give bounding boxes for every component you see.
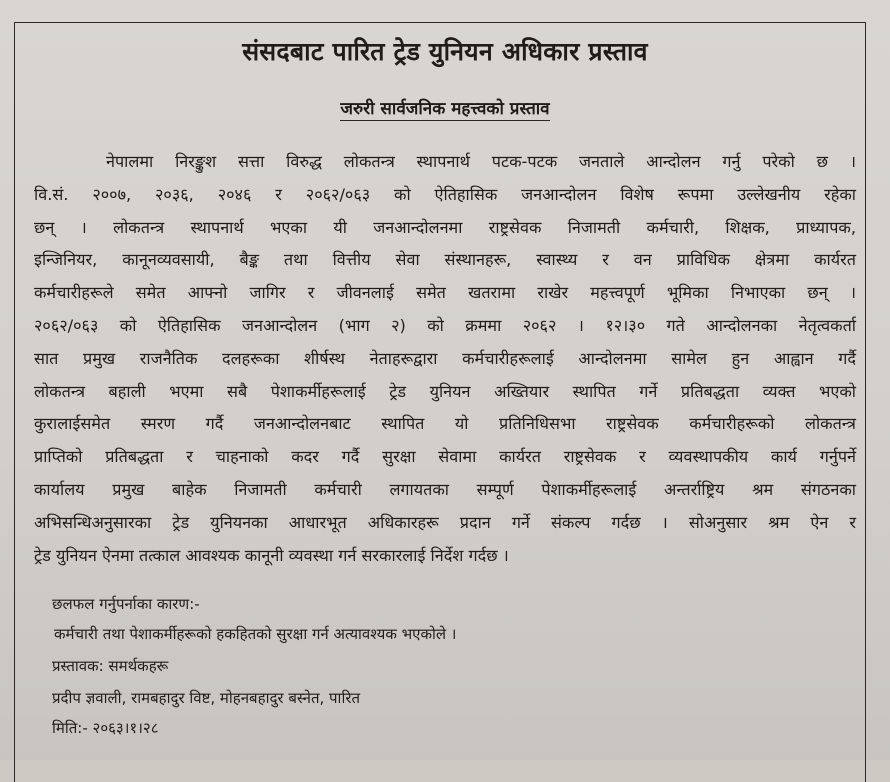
body-line: अभिसन्धिअनुसारका ट्रेड युनियनका आधारभूत अधिकारहरू प्रदान गर्ने संकल्प गर्दछ । सोअनुसार श्रम ऐन र [34,512,856,532]
body-line: कुरालाईसमेत स्मरण गर्दै जनआन्दोलनबाट स्थापित यो प्रतिनिधिसभा राष्ट्रसेवक कर्मचारीहरूको लोकतन्त्र [34,414,856,434]
body-line: वि.सं. २००७, २०३६, २०४६ र २०६२/०६३ को ऐतिहासिक जनआन्दोलन विशेष रूपमा उल्लेखनीय रहेका [34,184,856,204]
subtitle-container [0,96,890,121]
body-line: ट्रेड युनियन ऐनमा तत्काल आवश्यक कानूनी व्यवस्था गर्न सरकारलाई निर्देश गर्दछ । [34,545,509,565]
body-line: प्राप्तिको प्रतिबद्धता र चाहनाको कदर गर्दै सुरक्षा सेवामा कार्यरत राष्ट्रसेवक र व्यवस्थापकीय कार्य गर्नुपर्ने [34,447,856,467]
body-line: छन् । लोकतन्त्र स्थापनार्थ भएका यी जनआन्दोलनमा राष्ट्रसेवक निजामती कर्मचारी, शिक्षक, प्राध्यापक, [34,217,856,237]
body-line: लोकतन्त्र बहाली भएमा सबै पेशाकर्मीहरूलाई ट्रेड युनियन अख्तियार स्थापित गर्ने प्रतिबद्धता व्यक्त भएको [34,381,856,401]
body-line: सात प्रमुख राजनैतिक दलहरूका शीर्षस्थ नेताहरूद्वारा कर्मचारीहरूलाई आन्दोलनमा सामेल हुन आह्वान गर्दै [34,348,856,368]
body-line: इन्जिनियर, कानूनव्यवसायी, बैङ्क तथा वित्तीय सेवा संस्थानहरू, स्वास्थ्य र वन प्राविधिक क्षेत्रमा कार्यरत [34,250,856,270]
resolution-body [34,146,856,572]
document-title: संसदबाट पारित ट्रेड युनियन अधिकार प्रस्ताव [242,37,648,66]
reason-label: छलफल गर्नुपर्नाका कारण:- [52,595,200,613]
body-line: कार्यालय प्रमुख बाहेक निजामती कर्मचारी लगायतका सम्पूर्ण पेशाकर्मीहरूलाई अन्तर्राष्ट्रिय श्रम संगठनका [34,479,856,499]
proposer-names: प्रदीप ज्ञवाली, रामबहादुर विष्ट, मोहनबहादुर बस्नेत, पारित [52,689,361,707]
proposer-label: प्रस्तावक: समर्थकहरू [52,657,169,675]
body-line: नेपालमा निरङ्कुश सत्ता विरुद्ध लोकतन्त्र स्थापनार्थ पटक-पटक जनताले आन्दोलन गर्नु परेको छ । [106,152,856,171]
document-subtitle: जरुरी सार्वजनिक महत्त्वको प्रस्ताव [340,96,549,121]
reason-text: कर्मचारी तथा पेशाकर्मीहरूको हकहितको सुरक्षा गर्न अत्यावश्यक भएकोले । [54,625,457,643]
body-line: २०६२/०६३ को ऐतिहासिक जनआन्दोलन (भाग २) को क्रममा २०६२ । १२।३० गते आन्दोलनका नेतृत्वकर्ता [34,315,856,335]
resolution-date: मिति:- २०६३।१।२८ [52,719,159,737]
body-line: कर्मचारीहरूले समेत आफ्नो जागिर र जीवनलाई समेत खतरामा राखेर महत्त्वपूर्ण भूमिका निभाएका छन् । [34,283,856,303]
